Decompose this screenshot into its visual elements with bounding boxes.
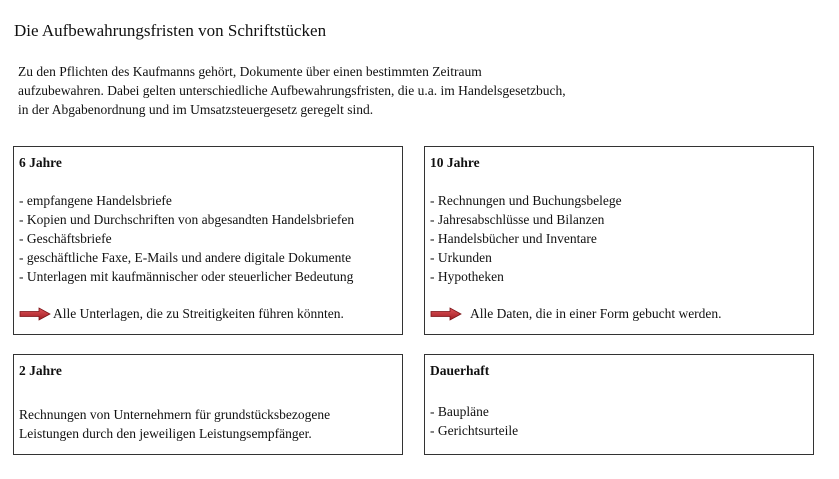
intro-line: in der Abgabenordnung und im Umsatzsteuergesetz geregelt sind.: [18, 102, 374, 117]
arrow-right-icon: [19, 307, 51, 321]
item-list: [430, 191, 622, 286]
list-item: - Urkunden: [430, 250, 492, 265]
box-6-jahre: [13, 146, 403, 335]
list-item: - Gerichtsurteile: [430, 423, 519, 438]
note-text: Alle Unterlagen, die zu Streitigkeiten führen könnten.: [53, 306, 344, 321]
box-10-jahre: [424, 146, 814, 335]
intro-line: Zu den Pflichten des Kaufmanns gehört, Dokumente über einen bestimmten Zeitraum: [18, 64, 482, 79]
item-list: [430, 402, 518, 440]
list-item: - Rechnungen und Buchungsbelege: [430, 193, 622, 208]
box-paragraph: [19, 405, 330, 443]
box-dauerhaft: [424, 354, 814, 455]
list-item: - Hypotheken: [430, 269, 504, 284]
paragraph-line: Rechnungen von Unternehmern für grundstücksbezogene: [19, 407, 331, 422]
note: [19, 304, 344, 323]
box-title: 2 Jahre: [19, 363, 62, 378]
list-item: - Kopien und Durchschriften von abgesandten Handelsbriefen: [19, 212, 355, 227]
note: [430, 304, 722, 323]
intro-paragraph: [18, 62, 718, 119]
list-item: - empfangene Handelsbriefe: [19, 193, 172, 208]
page-title: Die Aufbewahrungsfristen von Schriftstücken: [14, 21, 327, 40]
list-item: - Jahresabschlüsse und Bilanzen: [430, 212, 605, 227]
box-title: 6 Jahre: [19, 155, 62, 170]
box-title: 10 Jahre: [430, 155, 480, 170]
note-text: Alle Daten, die in einer Form gebucht werden.: [470, 306, 722, 321]
paragraph-line: Leistungen durch den jeweiligen Leistungsempfänger.: [19, 426, 312, 441]
box-2-jahre: [13, 354, 403, 455]
list-item: - Geschäftsbriefe: [19, 231, 112, 246]
item-list: [19, 191, 354, 286]
list-item: - Handelsbücher und Inventare: [430, 231, 597, 246]
arrow-right-icon: [430, 307, 462, 321]
list-item: - geschäftliche Faxe, E-Mails und andere digitale Dokumente: [19, 250, 352, 265]
list-item: - Unterlagen mit kaufmännischer oder steuerlicher Bedeutung: [19, 269, 354, 284]
list-item: - Baupläne: [430, 404, 489, 419]
box-title: Dauerhaft: [430, 363, 490, 378]
intro-line: aufzubewahren. Dabei gelten unterschiedliche Aufbewahrungsfristen, die u.a. im Handelsgesetzbuch,: [18, 83, 566, 98]
